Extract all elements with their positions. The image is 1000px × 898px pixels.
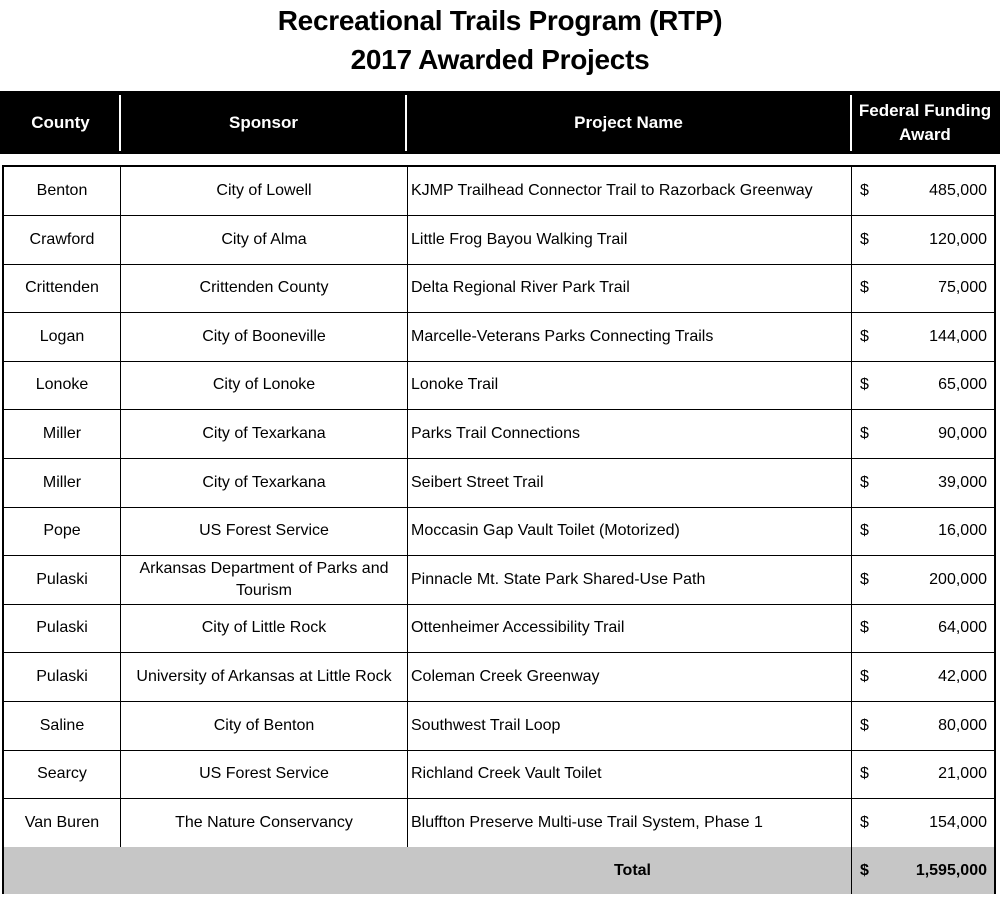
sponsor-cell: City of Benton	[121, 702, 408, 750]
table-row	[4, 410, 994, 459]
table-row	[4, 799, 994, 848]
sponsor-cell: University of Arkansas at Little Rock	[121, 653, 408, 701]
currency-symbol: $	[860, 813, 869, 831]
total-currency-symbol: $	[860, 861, 869, 879]
currency-symbol: $	[860, 765, 869, 783]
currency-symbol: $	[860, 425, 869, 442]
currency-symbol: $	[860, 619, 869, 637]
county-cell: Miller	[4, 410, 121, 458]
project-name-cell: Bluffton Preserve Multi-use Trail System, Phase 1	[408, 799, 852, 847]
county-cell: Crittenden	[4, 264, 121, 312]
award-amount-cell: 120,000	[929, 230, 987, 248]
county-cell: Searcy	[4, 750, 121, 798]
table-row	[4, 167, 994, 216]
table-row	[4, 653, 994, 702]
project-name-cell: Seibert Street Trail	[408, 459, 852, 507]
award-amount-cell: 65,000	[938, 376, 987, 394]
sponsor-cell: Arkansas Department of Parks and Tourism	[121, 556, 408, 604]
table-row	[4, 216, 994, 265]
project-name-cell: Parks Trail Connections	[408, 410, 852, 458]
county-cell: Van Buren	[4, 799, 121, 847]
award-amount-cell: 39,000	[938, 473, 987, 491]
sponsor-cell: US Forest Service	[121, 750, 408, 798]
currency-symbol: $	[860, 230, 869, 248]
currency-symbol: $	[860, 473, 869, 491]
currency-symbol: $	[860, 376, 869, 394]
sponsor-cell: City of Texarkana	[121, 459, 408, 507]
page-subtitle: 2017 Awarded Projects	[350, 44, 650, 75]
table-header	[0, 91, 1000, 154]
table-row	[4, 750, 994, 799]
county-cell: Crawford	[4, 216, 121, 264]
county-cell: Benton	[4, 167, 121, 215]
column-header-funding-line1: Federal Funding	[858, 100, 992, 120]
currency-symbol: $	[860, 279, 869, 297]
project-name-cell: Marcelle-Veterans Parks Connecting Trails	[408, 313, 852, 361]
project-name-cell: Southwest Trail Loop	[408, 702, 852, 750]
currency-symbol: $	[860, 522, 869, 540]
county-cell: Miller	[4, 459, 121, 507]
project-name-cell: Delta Regional River Park Trail	[408, 264, 852, 312]
total-amount: 1,595,000	[915, 861, 987, 879]
table-row	[4, 702, 994, 751]
column-header-county: County	[31, 112, 90, 132]
currency-symbol: $	[860, 327, 869, 345]
table-row	[4, 313, 994, 362]
awards-table	[2, 165, 996, 894]
currency-symbol: $	[860, 668, 869, 685]
column-header-funding-line2: Award	[899, 124, 951, 144]
sponsor-cell: City of Alma	[121, 216, 408, 264]
column-header-project: Project Name	[574, 112, 683, 132]
table-row	[4, 556, 994, 605]
award-amount-cell: 144,000	[929, 327, 987, 345]
currency-symbol: $	[860, 716, 869, 734]
award-amount-cell: 200,000	[929, 570, 987, 588]
sponsor-cell: City of Little Rock	[121, 604, 408, 652]
sponsor-cell: City of Booneville	[121, 313, 408, 361]
project-name-cell: Little Frog Bayou Walking Trail	[408, 216, 852, 264]
column-header-sponsor: Sponsor	[229, 112, 298, 132]
sponsor-cell: US Forest Service	[121, 507, 408, 555]
award-amount-cell: 154,000	[929, 813, 987, 831]
award-amount-cell: 16,000	[938, 522, 987, 540]
project-name-cell: Coleman Creek Greenway	[408, 653, 852, 701]
sponsor-cell: City of Texarkana	[121, 410, 408, 458]
table-row	[4, 264, 994, 313]
award-amount-cell: 90,000	[938, 425, 987, 442]
award-amount-cell: 75,000	[938, 279, 987, 297]
currency-symbol: $	[860, 570, 869, 588]
award-amount-cell: 80,000	[938, 716, 987, 734]
table-row	[4, 459, 994, 508]
sponsor-cell: Crittenden County	[121, 264, 408, 312]
sponsor-cell: The Nature Conservancy	[121, 799, 408, 847]
project-name-cell: Moccasin Gap Vault Toilet (Motorized)	[408, 507, 852, 555]
award-amount-cell: 21,000	[938, 765, 987, 783]
county-cell: Saline	[4, 702, 121, 750]
total-row	[4, 847, 994, 894]
project-name-cell: Richland Creek Vault Toilet	[408, 750, 852, 798]
county-cell: Pulaski	[4, 653, 121, 701]
county-cell: Logan	[4, 313, 121, 361]
page-title: Recreational Trails Program (RTP)	[277, 5, 723, 36]
project-name-cell: Lonoke Trail	[408, 361, 852, 409]
award-amount-cell: 64,000	[938, 619, 987, 637]
currency-symbol: $	[860, 182, 869, 199]
project-name-cell: KJMP Trailhead Connector Trail to Razorback Greenway	[408, 167, 852, 215]
award-amount-cell: 485,000	[929, 182, 987, 199]
project-name-cell: Pinnacle Mt. State Park Shared-Use Path	[408, 556, 852, 604]
table-row	[4, 361, 994, 410]
county-cell: Lonoke	[4, 361, 121, 409]
project-name-cell: Ottenheimer Accessibility Trail	[408, 604, 852, 652]
column-header-funding	[852, 91, 998, 154]
total-label: Total	[4, 847, 852, 894]
sponsor-cell: City of Lonoke	[121, 361, 408, 409]
county-cell: Pope	[4, 507, 121, 555]
award-amount-cell: 42,000	[938, 668, 987, 685]
table-row	[4, 507, 994, 556]
table-row	[4, 604, 994, 653]
county-cell: Pulaski	[4, 556, 121, 604]
county-cell: Pulaski	[4, 604, 121, 652]
sponsor-cell: City of Lowell	[121, 167, 408, 215]
